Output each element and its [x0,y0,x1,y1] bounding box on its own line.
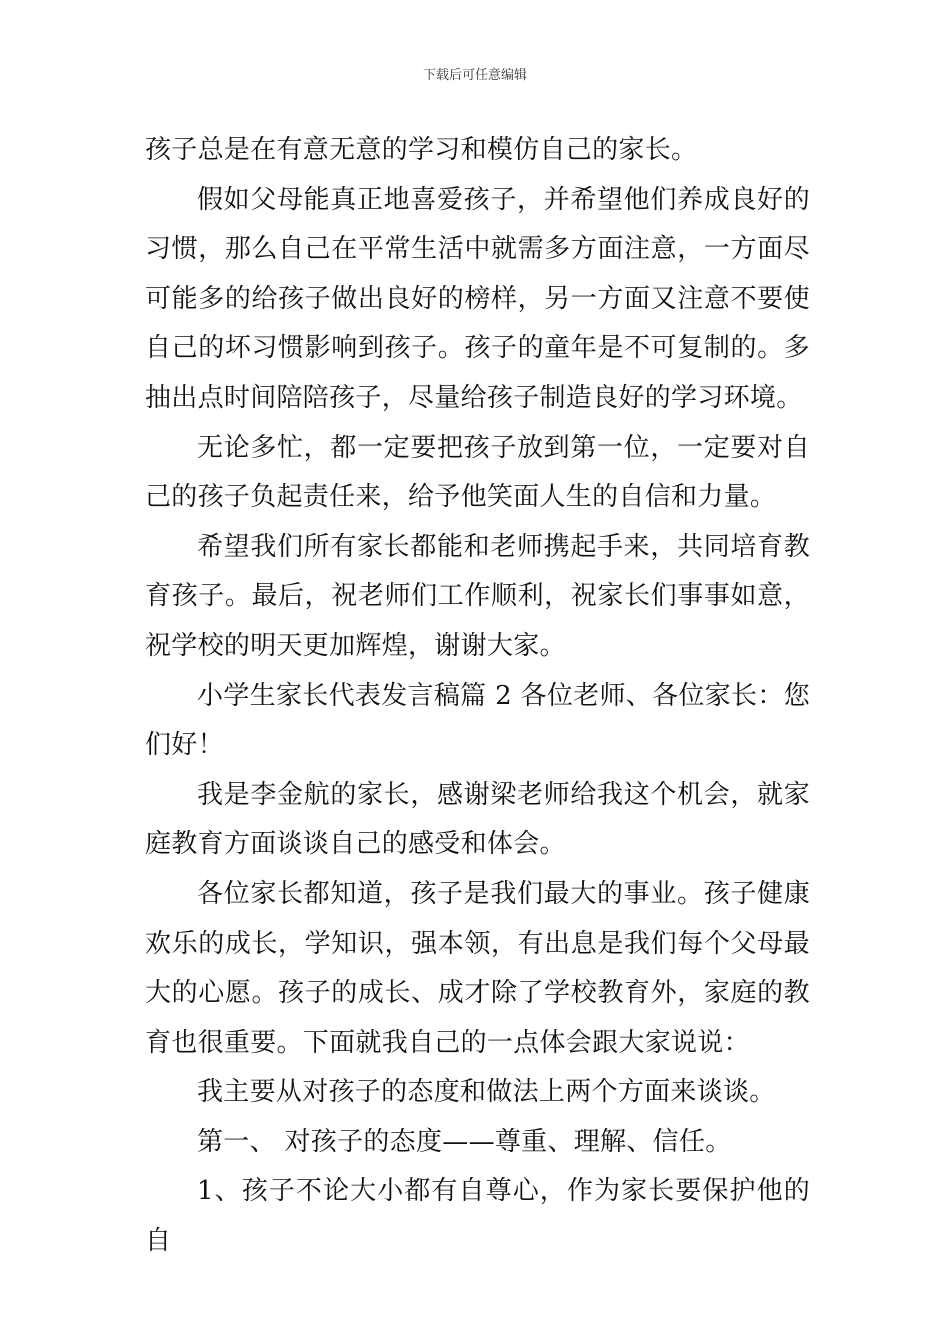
paragraph-1: 孩子总是在有意无意的学习和模仿自己的家长。 [145,135,698,165]
paragraph-9: 第一、 对孩子的态度——尊重、理解、信任。 [197,1126,732,1157]
paragraph-5: 小学生家长代表发言稿篇 2 各位老师、各位家长：您们好！ [145,680,810,761]
page-header: 下载后可任意编辑 [422,68,527,83]
paragraph-8: 我主要从对孩子的态度和做法上两个方面来谈谈。 [197,1077,776,1108]
paragraph-10: 1、孩子不论大小都有自尊心，作为家长要保护他的自 [145,1176,810,1257]
paragraph-4: 希望我们所有家长都能和老师携起手来，共同培育教育孩子。最后，祝老师们工作顺利，祝家长们事事如意，祝学校的明天更加辉煌，谢谢大家。 [145,531,810,661]
paragraph-6: 我是李金航的家长，感谢梁老师给我这个机会，就家庭教育方面谈谈自己的感受和体会。 [145,779,810,860]
document-body [145,126,810,1267]
paragraph-7: 各位家长都知道，孩子是我们最大的事业。孩子健康欢乐的成长，学知识，强本领，有出息是我们每个父母最大的心愿。孩子的成长、成才除了学校教育外，家庭的教育也很重要。下面就我自己的一点体会跟大家说说： [145,878,810,1058]
paragraph-3: 无论多忙，都一定要把孩子放到第一位，一定要对自己的孩子负起责任来，给予他笑面人生的自信和力量。 [145,432,810,513]
paragraph-2: 假如父母能真正地喜爱孩子，并希望他们养成良好的习惯，那么自己在平常生活中就需多方面注意，一方面尽可能多的给孩子做出良好的榜样，另一方面又注意不要使自己的坏习惯影响到孩子。孩子的童年是不可复制的。多抽出点时间陪陪孩子，尽量给孩子制造良好的学习环境。 [145,184,810,413]
